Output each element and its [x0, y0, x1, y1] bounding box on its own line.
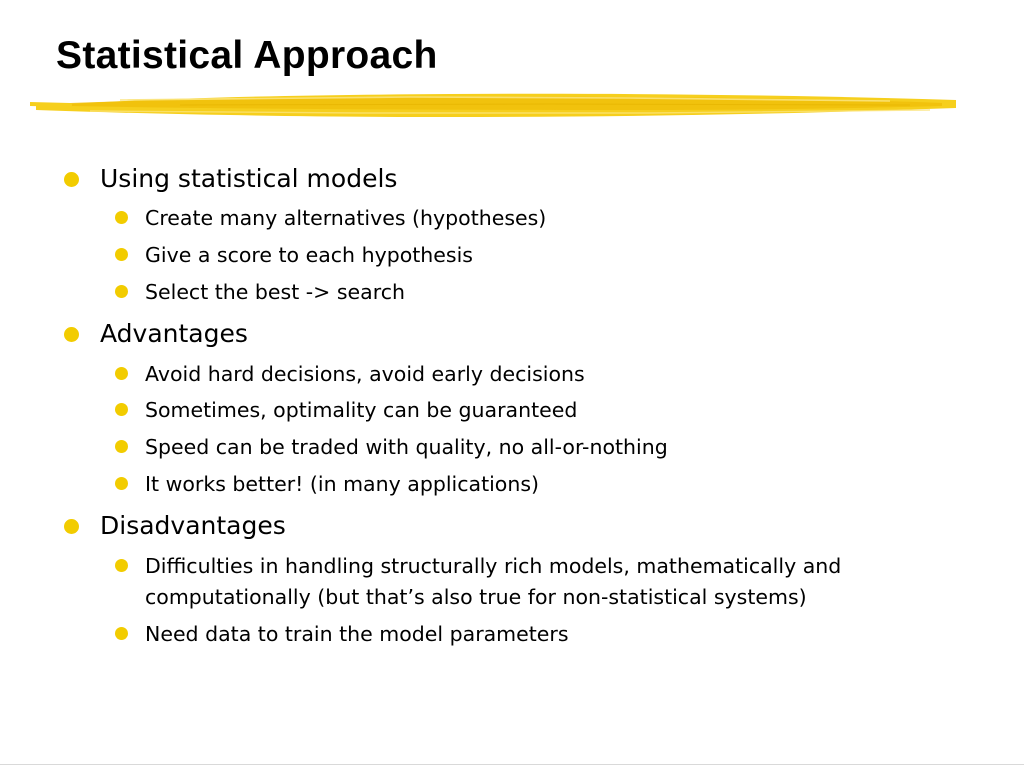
sub-bullet-difficulties — [145, 551, 841, 582]
sub-bullet-speed-quality — [145, 432, 668, 463]
yellow-brush-underline — [30, 84, 960, 128]
bullet-dot-icon — [115, 285, 128, 298]
slide-title: Statistical Approach — [56, 34, 438, 77]
bullet-dot-icon — [115, 627, 128, 640]
sub-bullet-works-better — [145, 469, 539, 500]
bullet-dot-icon — [115, 403, 128, 416]
bullet-text: Avoid hard decisions, avoid early decisions — [145, 362, 585, 386]
bullet-text: Need data to train the model parameters — [145, 622, 569, 646]
bullet-disadvantages — [100, 511, 286, 541]
bullet-dot-icon — [115, 211, 128, 224]
bullet-dot-icon — [115, 248, 128, 261]
bullet-text: Speed can be traded with quality, no all-or-nothing — [145, 435, 668, 459]
bullet-text: Select the best -> search — [145, 280, 405, 304]
bullet-text: Give a score to each hypothesis — [145, 243, 473, 267]
bullet-text: Create many alternatives (hypotheses) — [145, 206, 547, 230]
bullet-text: Sometimes, optimality can be guaranteed — [145, 398, 578, 422]
sub-bullet-need-data — [145, 619, 569, 650]
bullet-text: Difficulties in handling structurally rich models, mathematically and — [145, 554, 842, 578]
bullet-advantages — [100, 319, 248, 349]
bullet-text: Disadvantages — [100, 511, 286, 540]
sub-bullet-create-alternatives — [145, 203, 546, 234]
sub-bullet-difficulties-continued — [145, 582, 807, 613]
bullet-using-statistical-models — [100, 164, 397, 194]
sub-bullet-give-score — [145, 240, 473, 271]
bullet-dot-icon — [115, 367, 128, 380]
bullet-text: computationally (but that’s also true for non-statistical systems) — [145, 585, 807, 609]
bullet-dot-icon — [115, 477, 128, 490]
bullet-dot-icon — [64, 172, 79, 187]
bullet-dot-icon — [64, 327, 79, 342]
bullet-dot-icon — [64, 519, 79, 534]
bullet-dot-icon — [115, 559, 128, 572]
bullet-text: Advantages — [100, 319, 248, 348]
bullet-text: It works better! (in many applications) — [145, 472, 540, 496]
bullet-text: Using statistical models — [100, 164, 398, 193]
sub-bullet-select-best — [145, 277, 405, 308]
sub-bullet-optimality — [145, 395, 577, 426]
bullet-dot-icon — [115, 440, 128, 453]
footer-divider — [0, 764, 1024, 765]
sub-bullet-avoid-hard-decisions — [145, 359, 585, 390]
